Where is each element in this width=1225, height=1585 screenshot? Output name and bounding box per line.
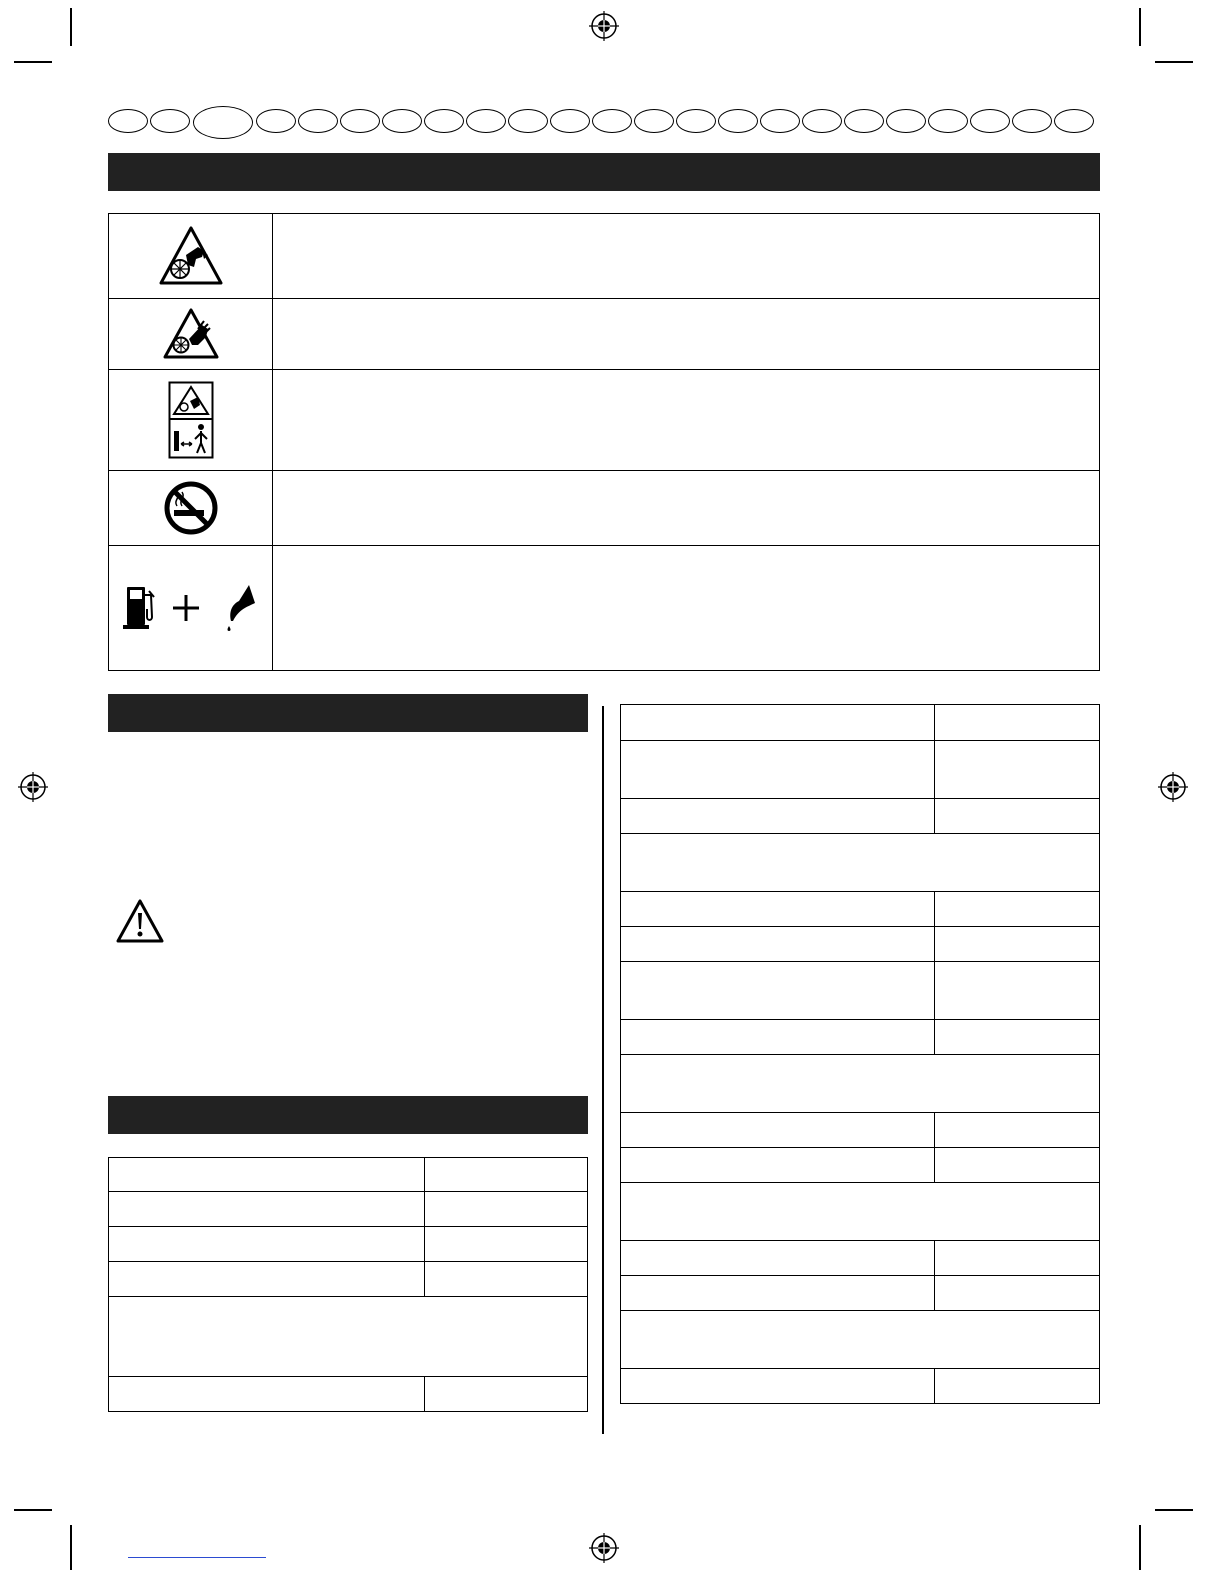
table-row	[621, 962, 1100, 1020]
table-row	[109, 1297, 588, 1377]
symbol-cell	[109, 299, 273, 370]
language-tab[interactable]	[1054, 109, 1094, 133]
link-underline[interactable]	[128, 1557, 266, 1558]
symbol-cell	[109, 214, 273, 299]
table-row	[621, 741, 1100, 799]
table-row	[621, 892, 1100, 927]
table-row	[109, 1227, 588, 1262]
symbol-description	[273, 471, 1100, 546]
section-header-bar	[108, 1096, 588, 1134]
table-row	[621, 834, 1100, 892]
crop-mark	[14, 1509, 52, 1511]
table-row	[621, 927, 1100, 962]
language-tab[interactable]	[970, 109, 1010, 133]
symbol-cell	[109, 471, 273, 546]
symbol-row	[109, 299, 1100, 370]
language-tab[interactable]	[508, 109, 548, 133]
language-tab[interactable]	[150, 109, 190, 133]
registration-mark-icon	[1158, 772, 1188, 802]
table-row	[109, 1192, 588, 1227]
table-row	[621, 1311, 1100, 1369]
specification-table-left	[108, 1157, 588, 1412]
language-tab[interactable]	[1012, 109, 1052, 133]
table-row	[621, 1113, 1100, 1148]
language-tab[interactable]	[256, 109, 296, 133]
symbol-row	[109, 546, 1100, 671]
column-divider	[602, 706, 604, 1434]
crop-mark	[1139, 8, 1141, 46]
language-tab[interactable]	[466, 109, 506, 133]
table-row	[109, 1377, 588, 1412]
language-tab[interactable]	[108, 109, 148, 133]
symbol-row	[109, 471, 1100, 546]
language-tab[interactable]	[550, 109, 590, 133]
crop-mark	[1155, 1509, 1193, 1511]
language-tab[interactable]	[886, 109, 926, 133]
table-row	[621, 1276, 1100, 1311]
crop-mark	[70, 8, 72, 46]
symbol-description	[273, 370, 1100, 471]
table-row	[621, 1055, 1100, 1113]
registration-mark-icon	[18, 772, 48, 802]
fuel-plus-oil-icon	[121, 583, 261, 633]
symbol-description	[273, 299, 1100, 370]
language-tab[interactable]	[340, 109, 380, 133]
symbols-table	[108, 213, 1100, 671]
registration-mark-icon	[589, 1533, 619, 1563]
symbol-description	[273, 546, 1100, 671]
thrown-objects-distance-icon	[168, 381, 214, 459]
language-tab[interactable]	[382, 109, 422, 133]
language-tab[interactable]	[802, 109, 842, 133]
table-row	[621, 799, 1100, 834]
crop-mark	[14, 61, 52, 63]
symbol-cell	[109, 370, 273, 471]
language-tab[interactable]	[844, 109, 884, 133]
section-header-bar	[108, 153, 1100, 191]
symbol-description	[273, 214, 1100, 299]
table-row	[621, 705, 1100, 741]
table-row	[621, 1183, 1100, 1241]
language-tab[interactable]	[592, 109, 632, 133]
language-tab[interactable]	[298, 109, 338, 133]
no-smoking-icon	[163, 480, 219, 536]
table-row	[109, 1158, 588, 1192]
crop-mark	[1139, 1525, 1141, 1570]
language-tab[interactable]	[928, 109, 968, 133]
symbol-cell	[109, 546, 273, 671]
fan-entanglement-warning-icon	[158, 225, 224, 287]
crop-mark	[1155, 61, 1193, 63]
symbol-row	[109, 370, 1100, 471]
language-tab[interactable]	[760, 109, 800, 133]
specification-table-right	[620, 704, 1100, 1404]
language-tab-active[interactable]	[193, 106, 253, 139]
warning-triangle-icon	[115, 898, 165, 944]
language-tab[interactable]	[676, 109, 716, 133]
table-row	[621, 1241, 1100, 1276]
language-tab[interactable]	[718, 109, 758, 133]
hand-fan-warning-icon	[162, 307, 220, 361]
crop-mark	[70, 1525, 72, 1570]
symbol-row	[109, 214, 1100, 299]
language-tab[interactable]	[634, 109, 674, 133]
language-tab[interactable]	[424, 109, 464, 133]
table-row	[621, 1020, 1100, 1055]
section-header-bar	[108, 694, 588, 732]
table-row	[109, 1262, 588, 1297]
table-row	[621, 1369, 1100, 1404]
table-row	[621, 1148, 1100, 1183]
language-tabs	[108, 106, 1100, 136]
registration-mark-icon	[589, 11, 619, 41]
